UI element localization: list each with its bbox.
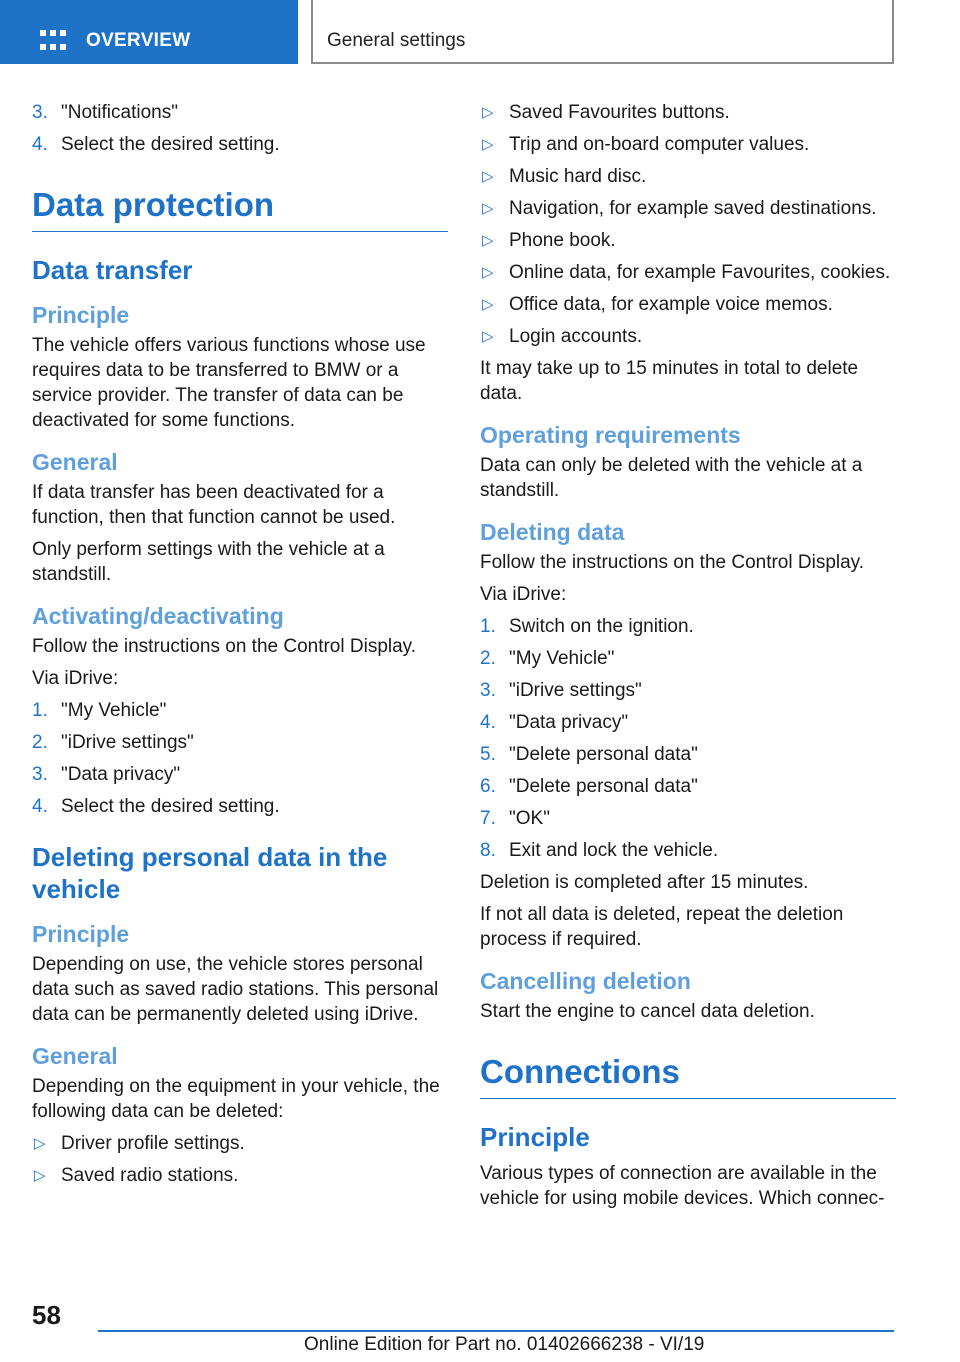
numbered-item (480, 614, 896, 639)
triangle-bullet-icon: ▷ (482, 264, 494, 281)
paragraph: Via iDrive: (480, 584, 567, 605)
subsection-heading: Principle (32, 302, 130, 328)
grid-menu-icon (40, 30, 66, 52)
item-text: Music hard disc. (509, 166, 647, 187)
numbered-item (32, 730, 448, 755)
subsection-heading: Principle (32, 921, 130, 947)
section-heading: Deleting personal data in the vehicle (32, 842, 388, 904)
numbered-item (480, 678, 896, 703)
triangle-bullet-icon: ▷ (34, 1135, 46, 1152)
chapter-heading: Connections (480, 1052, 896, 1099)
step-number: 4. (480, 712, 496, 733)
step-number: 6. (480, 776, 496, 797)
triangle-bullet-icon: ▷ (482, 200, 494, 217)
numbered-item (480, 742, 896, 767)
bullet-item (480, 228, 896, 253)
paragraph: Depending on use, the vehicle stores personal data such as saved radio stations. This personal data can be permanently deleted using iDrive. (32, 954, 439, 1025)
item-text: "Data privacy" (509, 712, 629, 733)
item-text: Driver profile settings. (61, 1133, 245, 1154)
item-text: Saved Favourites buttons. (509, 102, 730, 123)
step-number: 8. (480, 840, 496, 861)
paragraph: Various types of connection are available in the vehicle for using mobile devices. Which connec- (480, 1163, 885, 1209)
numbered-item (32, 100, 448, 125)
overview-tab[interactable] (0, 0, 298, 64)
item-text: "My Vehicle" (509, 648, 615, 669)
item-text: Switch on the ignition. (509, 616, 694, 637)
step-number: 5. (480, 744, 496, 765)
item-text: "iDrive settings" (509, 680, 642, 701)
subsection-heading: Activating/deactivating (32, 603, 284, 629)
step-number: 4. (32, 796, 48, 817)
paragraph: If data transfer has been deactivated for a function, then that function cannot be used. (32, 482, 396, 528)
bullet-item (480, 100, 896, 125)
triangle-bullet-icon: ▷ (482, 296, 494, 313)
subsection-heading: General (32, 1043, 118, 1069)
triangle-bullet-icon: ▷ (482, 136, 494, 153)
numbered-item (32, 132, 448, 157)
step-number: 1. (32, 700, 48, 721)
subsection-heading: Deleting data (480, 519, 625, 545)
item-text: Trip and on-board computer values. (509, 134, 810, 155)
numbered-item (32, 762, 448, 787)
item-text: Select the desired setting. (61, 134, 280, 155)
paragraph: It may take up to 15 minutes in total to delete data. (480, 358, 859, 404)
right-column (480, 100, 896, 1218)
bullet-item (480, 164, 896, 189)
paragraph: Follow the instructions on the Control Display. (32, 636, 417, 657)
item-text: "Delete personal data" (509, 744, 698, 765)
item-text: Login accounts. (509, 326, 643, 347)
step-number: 3. (32, 102, 48, 123)
paragraph: Deletion is completed after 15 minutes. (480, 872, 809, 893)
bullet-item (32, 1131, 448, 1156)
paragraph: Depending on the equipment in your vehicle, the following data can be deleted: (32, 1076, 440, 1122)
bullet-item (480, 324, 896, 349)
bullet-item (32, 1163, 448, 1188)
step-number: 2. (32, 732, 48, 753)
numbered-item (480, 774, 896, 799)
step-number: 3. (32, 764, 48, 785)
section-label: General settings (327, 30, 466, 51)
triangle-bullet-icon: ▷ (482, 168, 494, 185)
header-bar (0, 0, 960, 66)
item-text: "Data privacy" (61, 764, 181, 785)
paragraph: The vehicle offers various functions whose use requires data to be transferred to BMW or a service provider. The transfer of data can be deactivated for some functions. (32, 335, 426, 431)
overview-label: OVERVIEW (86, 30, 191, 51)
triangle-bullet-icon: ▷ (482, 328, 494, 345)
item-text: Office data, for example voice memos. (509, 294, 833, 315)
numbered-item (32, 794, 448, 819)
numbered-item (480, 710, 896, 735)
numbered-item (480, 646, 896, 671)
paragraph: If not all data is deleted, repeat the deletion process if required. (480, 904, 844, 950)
paragraph: Via iDrive: (32, 668, 119, 689)
bullet-item (480, 132, 896, 157)
paragraph: Data can only be deleted with the vehicle at a standstill. (480, 455, 863, 501)
item-text: "Delete personal data" (509, 776, 698, 797)
numbered-item (32, 698, 448, 723)
step-number: 3. (480, 680, 496, 701)
step-number: 7. (480, 808, 496, 829)
paragraph: Follow the instructions on the Control Display. (480, 552, 865, 573)
step-number: 1. (480, 616, 496, 637)
triangle-bullet-icon: ▷ (482, 104, 494, 121)
chapter-heading: Data protection (32, 185, 448, 232)
subsection-heading: Cancelling deletion (480, 968, 691, 994)
step-number: 2. (480, 648, 496, 669)
subsection-heading: Operating requirements (480, 422, 741, 448)
step-number: 4. (32, 134, 48, 155)
footer-divider (98, 1330, 894, 1332)
bullet-item (480, 292, 896, 317)
triangle-bullet-icon: ▷ (482, 232, 494, 249)
subsection-heading: General (32, 449, 118, 475)
item-text: Phone book. (509, 230, 616, 251)
bullet-item (480, 260, 896, 285)
bullet-item (480, 196, 896, 221)
item-text: Online data, for example Favourites, cookies. (509, 262, 891, 283)
numbered-item (480, 806, 896, 831)
section-heading: Data transfer (32, 255, 193, 285)
item-text: "Notifications" (61, 102, 178, 123)
section-heading: Principle (480, 1122, 590, 1152)
item-text: Navigation, for example saved destinations. (509, 198, 877, 219)
item-text: Select the desired setting. (61, 796, 280, 817)
item-text: "iDrive settings" (61, 732, 194, 753)
item-text: "My Vehicle" (61, 700, 167, 721)
item-text: "OK" (509, 808, 550, 829)
numbered-item (480, 838, 896, 863)
left-column (32, 100, 448, 1195)
page-number: 58 (32, 1300, 61, 1330)
section-tab-general-settings[interactable] (311, 0, 894, 64)
item-text: Exit and lock the vehicle. (509, 840, 719, 861)
paragraph: Start the engine to cancel data deletion. (480, 1001, 815, 1022)
paragraph: Only perform settings with the vehicle at a standstill. (32, 539, 385, 585)
triangle-bullet-icon: ▷ (34, 1167, 46, 1184)
edition-note: Online Edition for Part no. 01402666238 - VI/19 (304, 1334, 705, 1355)
item-text: Saved radio stations. (61, 1165, 239, 1186)
